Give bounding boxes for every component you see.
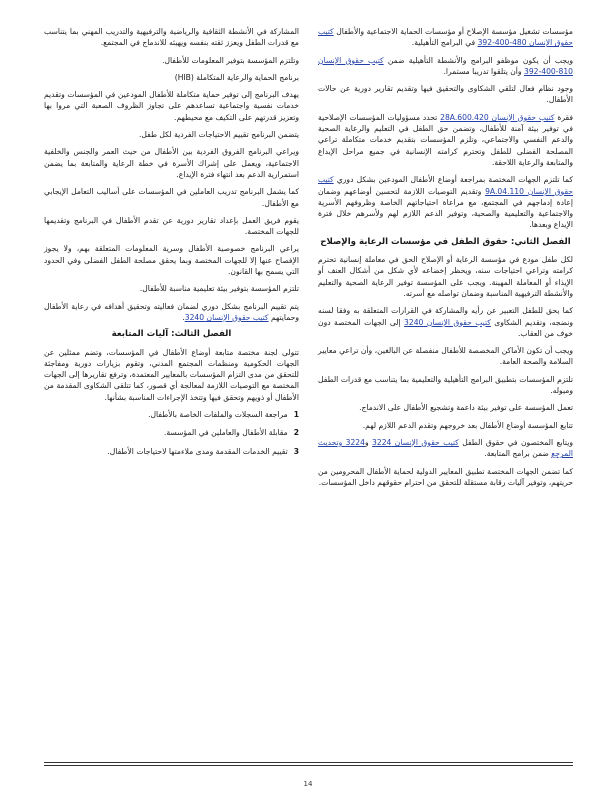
reference-link[interactable]: كتيب حقوق الإنسان 28A.600.420 xyxy=(440,112,555,122)
paragraph xyxy=(44,347,299,403)
paragraph-text: يقوم فريق العمل بإعداد تقارير دورية عن تقدم الأطفال في البرنامج وتقديمها للجهات المختصة. xyxy=(44,215,299,237)
page-number: 14 xyxy=(303,780,313,788)
paragraph-text-tail: تحدد مسؤوليات المؤسسات الإصلاحية في توفير بيئة آمنة للأطفال، وتضمن حق الطفل في التعليم والرعاية الصحية والدعم النفسي والاجتماعي، وتلزم المؤسسات بتقديم خدمات متكاملة تراعي المصلحة الفضلى للطفل وتحترم كرامته الإنسانية في جميع مراحل الإيداع والمتابعة والرعاية اللاحقة. xyxy=(318,112,573,167)
paragraph-text: تعمل المؤسسة على توفير بيئة داعمة وتشجيع الأطفال على الاندماج. xyxy=(359,403,573,413)
paragraph-text: ويتابع المختصون في حقوق الطفل xyxy=(458,437,573,447)
paragraph xyxy=(318,345,573,368)
list-item-number: 3 xyxy=(293,446,299,456)
paragraph xyxy=(318,254,573,299)
paragraph xyxy=(318,83,573,106)
reference-link[interactable]: كتيب حقوق الإنسان 810-400-392 xyxy=(318,55,573,76)
paragraph-text: تتابع المؤسسة أوضاع الأطفال بعد خروجهم وتقدم الدعم اللازم لهم. xyxy=(362,420,573,430)
paragraph xyxy=(318,26,573,49)
paragraph-text: يتضمن البرنامج تقييم الاحتياجات الفردية لكل طفل. xyxy=(138,130,299,140)
paragraph xyxy=(44,129,299,140)
reference-link[interactable]: كتيب حقوق الإنسان 3240 xyxy=(404,317,491,327)
paragraph-text: فقرة xyxy=(554,112,573,122)
paragraph-text-tail: . xyxy=(182,312,185,322)
reference-link[interactable]: كتيب حقوق الإنسان 3240 xyxy=(184,312,269,322)
paragraph xyxy=(44,89,299,123)
paragraph-text: وجود نظام فعال لتلقي الشكاوى والتحقيق فيها وتقديم تقارير دورية عن حالات الأطفال. xyxy=(318,84,573,105)
list-item xyxy=(44,446,299,457)
paragraph-text-tail: و xyxy=(364,437,373,447)
paragraph-text-tail: في البرامج التأهيلية. xyxy=(411,38,478,48)
paragraph xyxy=(44,283,299,294)
list-item-text: مراجعة السجلات والملفات الخاصة بالأطفال. xyxy=(148,410,288,420)
paragraph-text: يراعي البرنامج خصوصية الأطفال وسرية المعلومات المتعلقة بهم، ولا يجوز الإفصاح عنها إلا للجهات المختصة وبما يحقق مصلحة الطفل الفضلى وفي الحدود التي يسمح بها القانون. xyxy=(44,244,299,277)
footer-rule-thin xyxy=(44,765,573,766)
paragraph xyxy=(318,437,573,460)
list-item xyxy=(44,427,299,438)
list-item-number: 2 xyxy=(293,428,299,438)
paragraph-text-tail: وأن يتلقوا تدريبا مستمرا. xyxy=(443,66,524,76)
reference-link[interactable]: كتيب حقوق الإنسان 3224 xyxy=(372,437,459,447)
paragraph xyxy=(44,26,299,49)
footer-rule xyxy=(44,762,573,763)
paragraph xyxy=(318,466,573,489)
paragraph xyxy=(44,55,299,66)
paragraph-text: يتم تقييم البرنامج بشكل دوري لضمان فعاليته وتحقيق أهدافه في رعاية الأطفال وحمايتهم xyxy=(44,301,299,322)
paragraph xyxy=(318,55,573,78)
paragraph xyxy=(44,186,299,209)
paragraph-text: كما تلتزم الجهات المختصة بمراجعة أوضاع الأطفال المودعين بشكل دوري xyxy=(333,175,573,185)
paragraph xyxy=(318,402,573,413)
paragraph xyxy=(44,243,299,277)
list-item-number: 1 xyxy=(293,410,299,420)
paragraph-text: تلتزم المؤسسة بتوفير بيئة تعليمية مناسبة للأطفال. xyxy=(139,284,299,294)
paragraph-text: تلتزم المؤسسات بتطبيق البرامج التأهيلية والتعليمية بما يتناسب مع قدرات الطفل وميوله. xyxy=(318,374,573,396)
right-column xyxy=(318,26,573,494)
list-item xyxy=(44,409,299,420)
paragraph-text: مؤسسات تشغيل مؤسسة الإصلاح أو مؤسسات الحماية الاجتماعية والأطفال xyxy=(333,27,573,36)
paragraph xyxy=(44,72,299,83)
paragraph-text: ويجب أن تكون الأماكن المخصصة للأطفال منفصلة عن البالغين، وأن تراعي معايير السلامة والصحة العامة. xyxy=(318,346,573,367)
reference-link[interactable]: كتيب حقوق الإنسان 9A.04.110 xyxy=(318,175,573,196)
left-column xyxy=(44,26,299,464)
paragraph-text: كما تضمن الجهات المختصة تطبيق المعايير الدولية لحماية الأطفال المحرومين من حريتهم، وتوفير آليات رقابة مستقلة للتحقق من احترام حقوقهم داخل المؤسسات. xyxy=(318,466,573,487)
paragraph xyxy=(318,112,573,168)
paragraph xyxy=(318,305,573,339)
paragraph-text-tail: إلى الجهات المختصة دون خوف من العقاب. xyxy=(318,317,573,338)
section-heading: الفصل الثاني: حقوق الطفل في مؤسسات الرعاية والإصلاح xyxy=(320,236,571,247)
paragraph-text: المشاركة في الأنشطة الثقافية والرياضية والترفيهية والتدريب المهني بما يتناسب مع قدرات الطفل ويعزز ثقته بنفسه ويهيئه للاندماج في المجتمع. xyxy=(44,27,299,48)
paragraph xyxy=(44,215,299,238)
paragraph-text: يهدف البرنامج إلى توفير حماية متكاملة للأطفال المودعين في المؤسسات وتقديم خدمات نفسية واجتماعية تساعدهم على تجاوز الظروف الصعبة التي مروا بها وتعزيز قدرتهم على التكيف مع محيطهم. xyxy=(44,90,299,122)
paragraph-text-tail: وتقديم التوصيات اللازمة لتحسين أوضاعهم وضمان إعادة إدماجهم في المجتمع، مع مراعاة احتياجاتهم الخاصة وظروفهم الأسرية والاجتماعية والتعليمية والصحية، وتوفير الدعم اللازم لهم ولأسرهم خلال فترة الإيداع وبعدها. xyxy=(318,186,573,230)
reference-link[interactable]: كتيب حقوق الإنسان 480-400-392 xyxy=(318,27,573,48)
paragraph-text: تتولى لجنة مختصة متابعة أوضاع الأطفال في المؤسسات، وتضم ممثلين عن الجهات الحكومية ومنظمات المجتمع المدني، وتقوم بزيارات دورية ومفاجئة للتحقق من مدى التزام المؤسسات بالمعايير المعتمدة، وترفع تقاريرها إلى الجهات المختصة مع التوصيات اللازمة لمعالجة أي قصور، كما تتلقى الشكاوى المقدمة من الأطفال أو ذويهم وتحقق فيها وتتخذ الإجراءات المناسبة بشأنها. xyxy=(44,347,299,402)
paragraph-text: برنامج الحماية والرعاية المتكاملة (HIB) xyxy=(174,72,299,82)
paragraph-text: ويجب أن يكون موظفو البرامج والأنشطة التأهيلية ضمن xyxy=(383,55,573,65)
paragraph xyxy=(44,301,299,324)
paragraph-text: كما يحق للطفل التعبير عن رأيه والمشاركة في القرارات المتعلقة به وفقا لسنه ونضجه، وتقديم الشكاوى xyxy=(318,306,574,327)
paragraph-text-tail: ضمن برامج المتابعة. xyxy=(484,449,552,459)
paragraph-text: كما يشمل البرنامج تدريب العاملين في المؤسسات على أساليب التعامل الإيجابي مع الأطفال. xyxy=(44,187,299,208)
paragraph-text: لكل طفل مودع في مؤسسة الرعاية أو الإصلاح الحق في معاملة إنسانية تحترم كرامته وتراعي احتياجات سنه، ويحظر إخضاعه لأي شكل من أشكال العنف أو الإيذاء أو المعاملة المهينة. ويجب على المؤسسة توفير الرعاية الصحية والتعليم والأنشطة الترفيهية المناسبة وضمان تواصله مع أسرته. xyxy=(318,255,573,298)
paragraph xyxy=(318,420,573,431)
paragraph-text: ويراعي البرنامج الفروق الفردية بين الأطفال من حيث العمر والجنس والخلفية الاجتماعية، ويعمل على إشراك الأسرة في خطة الرعاية والمتابعة بما يضمن استمرارية الدعم بعد انتهاء فترة الإيداع. xyxy=(44,147,299,179)
paragraph xyxy=(318,174,573,230)
section-heading: الفصل الثالث: آليات المتابعة xyxy=(111,329,232,340)
reference-link[interactable]: 3224 وتحديث المرجع xyxy=(318,437,573,459)
list-item-text: تقييم الخدمات المقدمة ومدى ملاءمتها لاحتياجات الأطفال. xyxy=(107,446,288,456)
paragraph xyxy=(318,374,573,397)
paragraph-text: وتلتزم المؤسسة بتوفير المعلومات للأطفال. xyxy=(162,55,299,65)
paragraph xyxy=(44,146,299,180)
list-item-text: مقابلة الأطفال والعاملين في المؤسسة. xyxy=(163,428,288,438)
